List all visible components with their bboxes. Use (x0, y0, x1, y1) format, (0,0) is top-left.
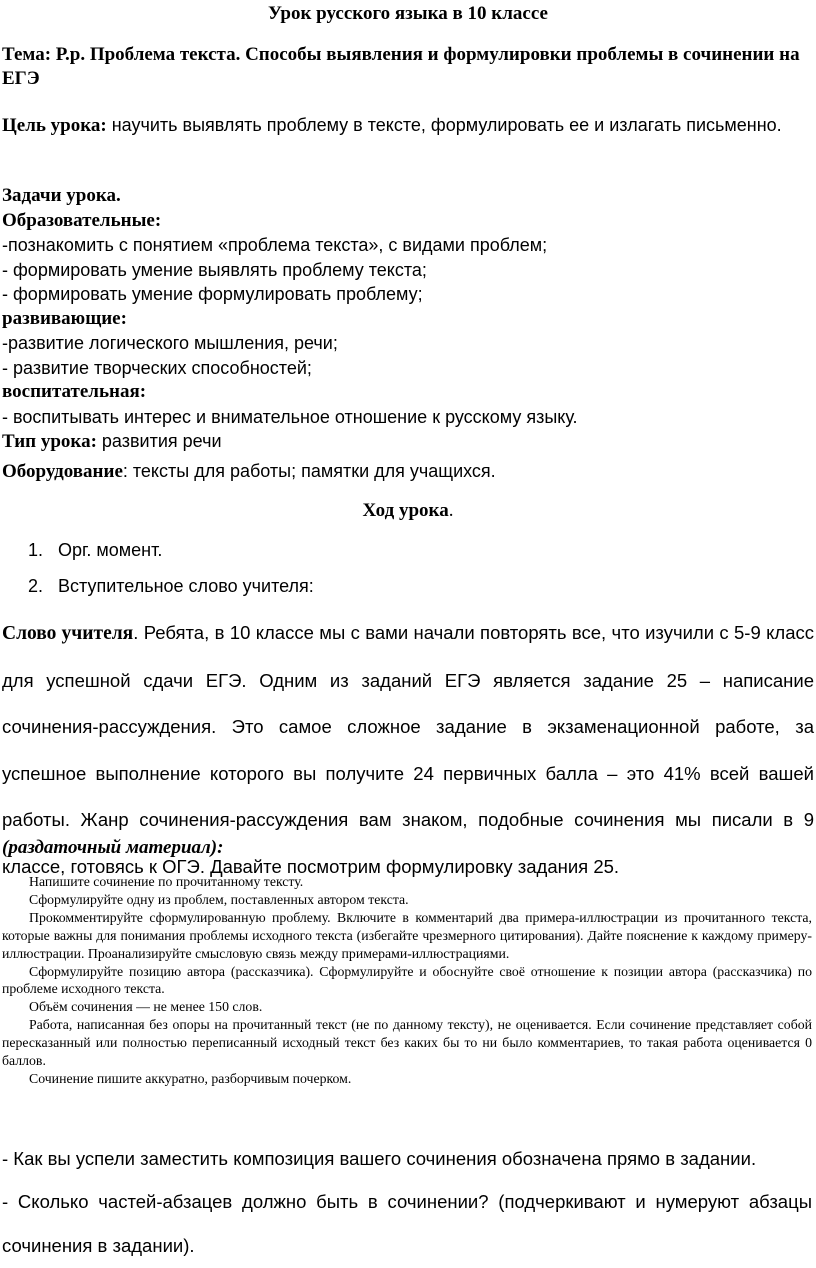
course-suffix: . (448, 500, 454, 521)
step-item (28, 538, 162, 562)
developing-heading: развивающие: (2, 307, 127, 329)
lesson-goal (2, 113, 814, 138)
developing-item: -развитие логического мышления, речи; (2, 333, 338, 353)
equipment-label: Оборудование (2, 461, 123, 482)
educational-item: - формировать умение формулировать проблему; (2, 284, 423, 304)
handout-label: (раздаточный материал): (2, 837, 224, 858)
task-paragraph: Сформулируйте одну из проблем, поставленных автором текста. (29, 891, 409, 907)
educational-item: - формировать умение выявлять проблему текста; (2, 259, 427, 280)
task-paragraph: Прокомментируйте сформулированную проблему. Включите в комментарий два примера-иллюстрации из прочитанного текста, которые важны для понимания проблемы исходного текста (избегайте чрезмерного цитирования). Дайте пояснение к каждому примеру-иллюстрации. Проанализируйте смысловую связь между примерами-иллюстрациями. (2, 909, 812, 961)
educational-heading: Образовательные: (2, 209, 162, 231)
task-paragraph: Сочинение пишите аккуратно, разборчивым почерком. (29, 1070, 352, 1086)
upbringing-heading: воспитательная: (2, 381, 147, 402)
lesson-type (2, 429, 814, 455)
page-title: Урок русского языка в 10 классе (268, 3, 548, 24)
step-number: 2. (28, 576, 44, 596)
upbringing-item: - воспитывать интерес и внимательное отношение к русскому языку. (2, 406, 578, 427)
step-text: Вступительное слово учителя: (58, 576, 314, 596)
step-text: Орг. момент. (58, 540, 163, 560)
lesson-tasks (2, 184, 814, 455)
developing-item: - развитие творческих способностей; (2, 357, 312, 378)
essay-task-text (2, 873, 812, 1088)
lesson-type-value: развития речи (96, 431, 222, 451)
question-line: - Сколько частей-абзацев должно быть в сочинении? (подчеркивают и нумеруют абзацы сочинения в задании). (2, 1191, 812, 1256)
question-line: - Как вы успели заместить композиция вашего сочинения обозначена прямо в задании. (2, 1148, 757, 1169)
speech-text: . Ребята, в 10 классе мы с вами начали повторять все, что изучили с 5-9 класс для успешной сдачи ЕГЭ. Одним из заданий ЕГЭ является задание 25 – написание сочинения-рассуждения. Это самое сложное задание в экзаменационной работе, за успешное выполнение которого вы получите 24 первичных балла – это 41% всей вашей работы. Жанр сочинения-рассуждения вам знаком, подобные сочинения мы писали в 9 классе, готовясь к ОГЭ. Давайте посмотрим формулировку задания 25. (2, 622, 814, 877)
task-paragraph: Объём сочинения — не менее 150 слов. (29, 999, 263, 1015)
lesson-type-label: Тип урока: (2, 431, 97, 452)
step-number: 1. (28, 540, 44, 560)
task-paragraph: Сформулируйте позицию автора (рассказчика). Сформулируйте и обоснуйте своё отношение к позиции автора (рассказчика) по проблеме исходного текста. (2, 963, 812, 997)
goal-label: Цель урока: (2, 115, 107, 136)
educational-item: -познакомить с понятием «проблема текста», с видами проблем; (2, 235, 548, 255)
speech-label: Слово учителя (2, 623, 134, 644)
equipment (2, 459, 814, 484)
goal-text: научить выявлять проблему в тексте, формулировать ее и излагать письменно. (106, 115, 782, 135)
equipment-text: : тексты для работы; памятки для учащихся. (122, 461, 496, 481)
lesson-topic: Тема: Р.р. Проблема текста. Способы выявления и формулировки проблемы в сочинении на ЕГЭ (2, 44, 800, 89)
task-paragraph: Напишите сочинение по прочитанному тексту. (29, 874, 304, 889)
tasks-heading: Задачи урока. (2, 185, 121, 206)
lesson-course-heading (0, 500, 816, 522)
task-paragraph: Работа, написанная без опоры на прочитанный текст (не по данному тексту), не оценивается. Если сочинение представляет собой пересказанный или полностью переписанный исходный текст без каких бы то ни было комментариев, то такая работа оценивается 0 баллов. (2, 1017, 812, 1069)
step-item (28, 574, 314, 598)
course-label: Ход урока (362, 500, 449, 521)
